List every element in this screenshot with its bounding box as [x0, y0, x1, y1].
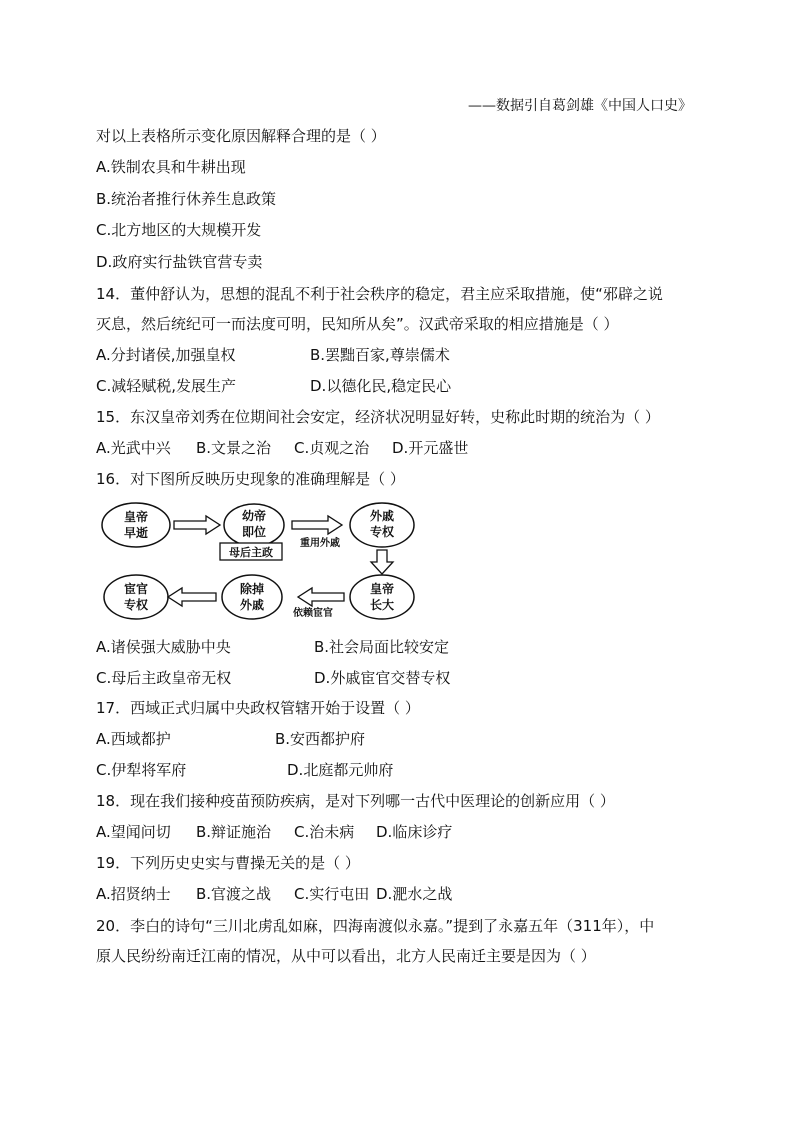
q13-stem: 对以上表格所示变化原因解释合理的是（ ）	[96, 127, 386, 145]
arrow-right-2	[292, 516, 342, 534]
node-child-emperor-line2: 即位	[241, 525, 267, 539]
arrow-left-2	[168, 588, 216, 606]
q15-option-a: A.光武中兴	[96, 439, 171, 457]
q19-option-a: A.招贤纳士	[96, 885, 171, 903]
q14-option-b: B.罢黜百家,尊崇儒术	[310, 346, 450, 364]
q13-option-a: A.铁制农具和牛耕出现	[96, 158, 246, 176]
q17-option-c: C.伊犁将军府	[96, 761, 187, 779]
q20-stem-line1: 20．李白的诗句“三川北虏乱如麻，四海南渡似永嘉。”提到了永嘉五年（311年），中	[96, 917, 655, 935]
q16-option-b: B.社会局面比较安定	[314, 638, 450, 656]
node-emperor-dies-early-line1: 皇帝	[123, 510, 149, 524]
node-remove-consort-line1: 除掉	[239, 582, 265, 596]
arrow-left-1	[298, 588, 344, 606]
empress-regency-label: 母后主政	[229, 546, 273, 559]
q16-option-d: D.外戚宦官交替专权	[314, 669, 451, 687]
q13-option-c: C.北方地区的大规模开发	[96, 221, 262, 239]
node-child-emperor-line1: 幼帝	[241, 509, 267, 523]
arrow-label-rely-on-eunuchs: 依赖宦官	[293, 608, 333, 619]
arrow-right-1	[174, 516, 220, 534]
q19-option-c: C.实行屯田	[294, 885, 370, 903]
q18-option-c: C.治未病	[294, 823, 355, 841]
q14-option-d: D.以德化民,稳定民心	[310, 377, 452, 395]
node-emperor-grows-up-line2: 长大	[369, 598, 395, 612]
q17-option-b: B.安西都护府	[275, 730, 366, 748]
node-remove-consort-line2: 外戚	[239, 598, 265, 612]
q16-stem: 16．对下图所反映历史现象的准确理解是（ ）	[96, 470, 405, 488]
cycle-diagram	[96, 500, 426, 624]
q16-option-a: A.诸侯强大威胁中央	[96, 638, 231, 656]
q17-stem: 17．西域正式归属中央政权管辖开始于设置（ ）	[96, 699, 420, 717]
node-emperor-grows-up-line1: 皇帝	[369, 582, 395, 596]
q17-option-d: D.北庭都元帅府	[287, 761, 394, 779]
q18-option-d: D.临床诊疗	[376, 823, 453, 841]
q18-option-b: B.辩证施治	[196, 823, 272, 841]
q19-stem: 19．下列历史史实与曹操无关的是（ ）	[96, 854, 360, 872]
arrow-label-rely-on-consorts: 重用外戚	[300, 538, 340, 549]
q18-stem: 18．现在我们接种疫苗预防疾病，是对下列哪一古代中医理论的创新应用（ ）	[96, 792, 615, 810]
q15-option-c: C.贞观之治	[294, 439, 370, 457]
q14-option-c: C.减轻赋税,发展生产	[96, 377, 237, 395]
source-citation: ——数据引自葛剑雄《中国人口史》	[468, 98, 692, 114]
q14-option-a: A.分封诸侯,加强皇权	[96, 346, 236, 364]
node-consort-clan-line1: 外戚	[369, 509, 395, 523]
node-eunuch-power-line2: 专权	[123, 598, 149, 612]
q15-stem: 15．东汉皇帝刘秀在位期间社会安定，经济状况明显好转，史称此时期的统治为（ ）	[96, 408, 660, 426]
q14-stem-line1: 14．董仲舒认为，思想的混乱不利于社会秩序的稳定，君主应采取措施，使“邪辟之说	[96, 285, 663, 303]
node-eunuch-power-line1: 宦官	[123, 582, 149, 596]
q13-option-b: B.统治者推行休养生息政策	[96, 190, 277, 208]
q20-stem-line2: 原人民纷纷南迁江南的情况，从中可以看出，北方人民南迁主要是因为（ ）	[96, 947, 596, 965]
q17-option-a: A.西域都护	[96, 730, 171, 748]
q13-option-d: D.政府实行盐铁官营专卖	[96, 253, 263, 271]
q15-option-b: B.文景之治	[196, 439, 272, 457]
arrow-down	[371, 550, 393, 574]
q19-option-d: D.淝水之战	[376, 885, 453, 903]
q18-option-a: A.望闻问切	[96, 823, 171, 841]
q19-option-b: B.官渡之战	[196, 885, 272, 903]
q15-option-d: D.开元盛世	[392, 439, 469, 457]
q14-stem-line2: 灭息，然后统纪可一而法度可明，民知所从矣”。汉武帝采取的相应措施是（ ）	[96, 315, 619, 333]
q16-option-c: C.母后主政皇帝无权	[96, 669, 232, 687]
node-emperor-dies-early-line2: 早逝	[123, 526, 149, 540]
node-consort-clan-line2: 专权	[369, 525, 395, 539]
